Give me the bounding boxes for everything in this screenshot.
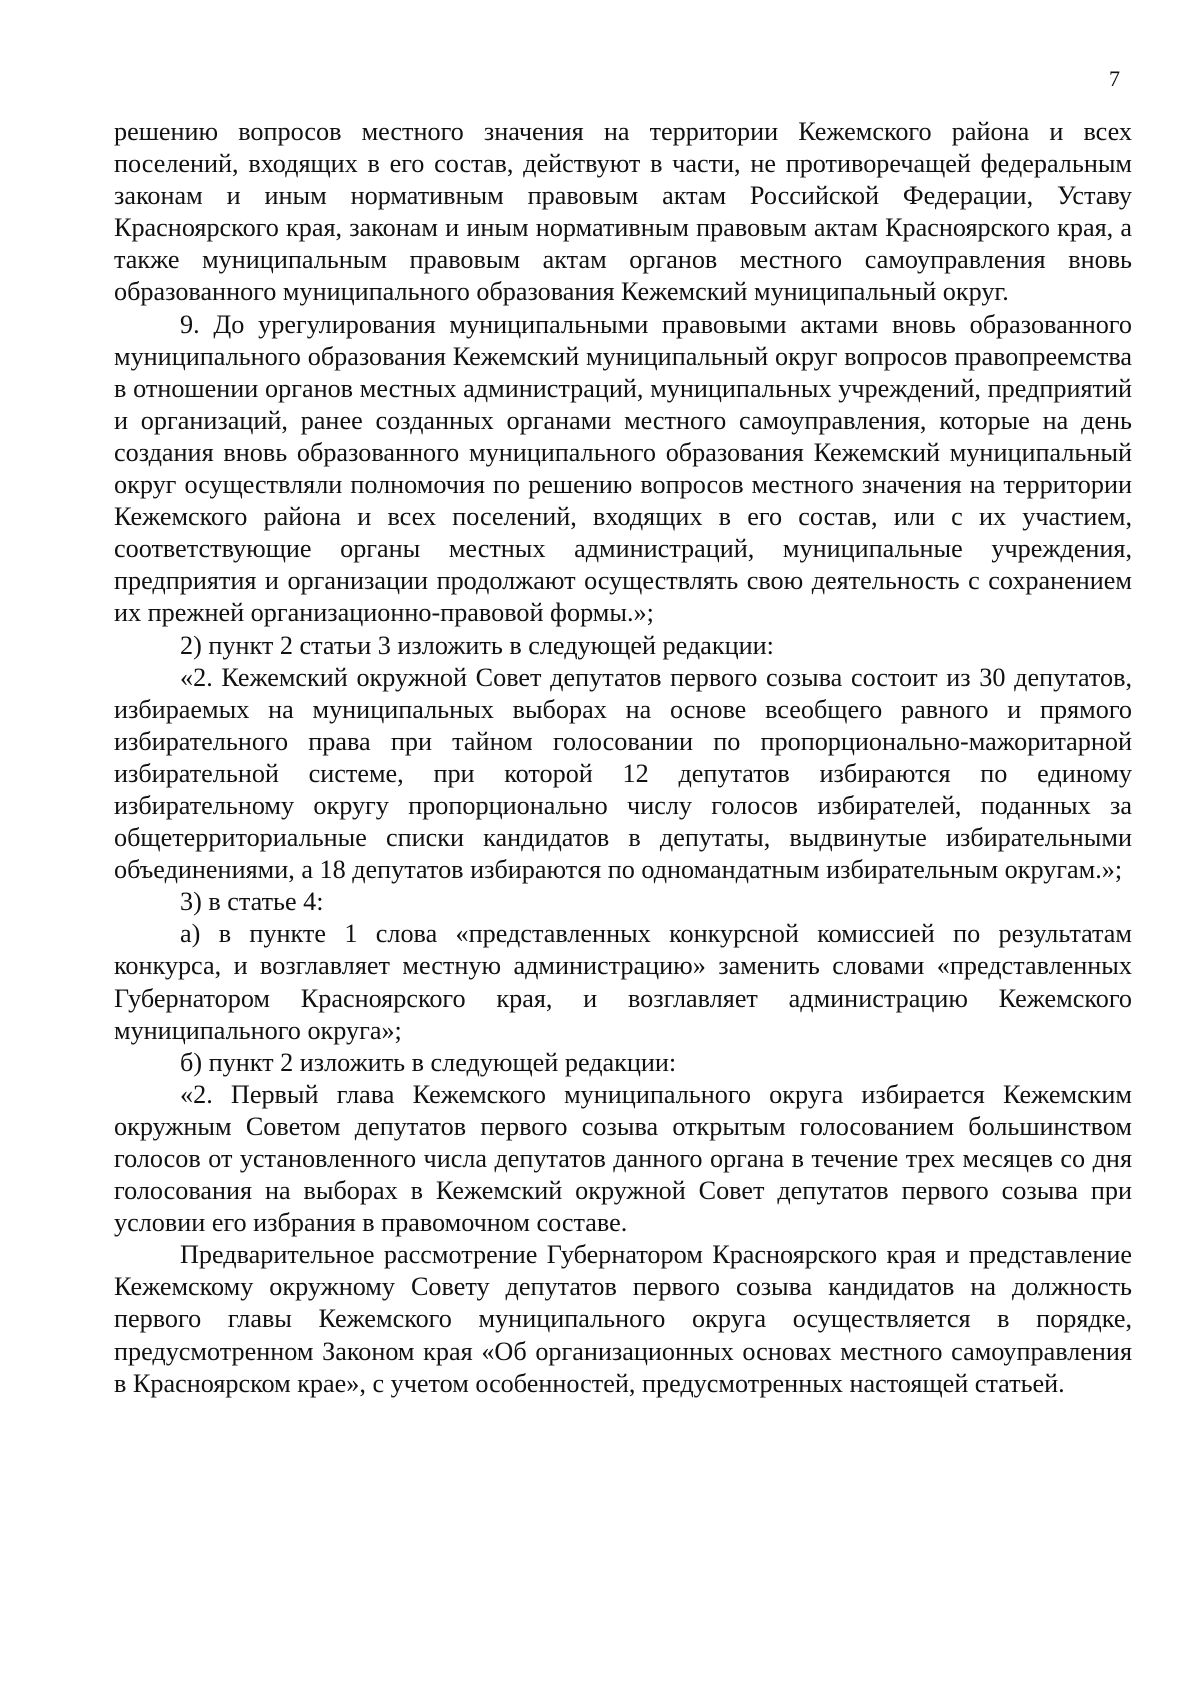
paragraph-item-9: 9. До урегулирования муниципальными правовыми актами вновь образованного муниципального образования Кежемский муниципальный округ вопросов правопреемства в отношении органов местных администраций, муниципальных учреждений, предприятий и организаций, ранее созданных органами местного самоуправления, которые на день создания вновь образованного муниципального образования Кежемский муниципальный округ осуществляли полномочия по решению вопросов местного значения на территории Кежемского района и всех поселений, входящих в его состав, или с их участием, соответствующие органы местных администраций, муниципальные учреждения, предприятия и организации продолжают осуществлять свою деятельность с сохранением их прежней организационно-правовой формы.»; — [114, 309, 1132, 628]
paragraph-subitem-b: б) пункт 2 изложить в следующей редакции: — [180, 1047, 677, 1077]
document-body — [114, 116, 1132, 1400]
paragraph-preliminary-review: Предварительное рассмотрение Губернатором Красноярского края и представление Кежемскому окружному Совету депутатов первого созыва кандидатов на должность первого главы Кежемского муниципального округа осуществляется в порядке, предусмотренном Законом края «Об организационных основах местного самоуправления в Красноярском крае», с учетом особенностей, предусмотренных настоящей статьей. — [114, 1240, 1132, 1398]
paragraph-amendment-3: 3) в статье 4: — [180, 887, 324, 917]
page-number: 7 — [1109, 66, 1120, 91]
paragraph-amendment-2: 2) пункт 2 статьи 3 изложить в следующей редакции: — [180, 630, 774, 660]
paragraph-subitem-a: а) в пункте 1 слова «представленных конкурсной комиссией по результатам конкурса, и возглавляет местную администрацию» заменить словами «представленных Губернатором Красноярского края, и возглавляет администрацию Кежемского муниципального округа»; — [114, 919, 1132, 1045]
paragraph-article-4-text: «2. Первый глава Кежемского муниципального округа избирается Кежемским окружным Советом депутатов первого созыва открытым голосованием большинством голосов от установленного числа депутатов данного органа в течение трех месяцев со дня голосования на выборах в Кежемский окружной Совет депутатов первого созыва при условии его избрания в правомочном составе. — [114, 1079, 1132, 1238]
paragraph-continuation: решению вопросов местного значения на территории Кежемского района и всех поселений, входящих в его состав, действуют в части, не противоречащей федеральным законам и иным нормативным правовым актам Российской Федерации, Уставу Красноярского края, законам и иным нормативным правовым актам Красноярского края, а также муниципальным правовым актам органов местного самоуправления вновь образованного муниципального образования Кежемский муниципальный округ. — [114, 117, 1132, 307]
paragraph-article-3-text: «2. Кежемский окружной Совет депутатов первого созыва состоит из 30 депутатов, избираемых на муниципальных выборах на основе всеобщего равного и прямого избирательного права при тайном голосовании по пропорционально-мажоритарной избирательной системе, при которой 12 депутатов избираются по единому избирательному округу пропорционально числу голосов избирателей, поданных за общетерриториальные списки кандидатов в депутаты, выдвинутые избирательными объединениями, а 18 депутатов избираются по одномандатным избирательным округам.»; — [114, 662, 1132, 885]
